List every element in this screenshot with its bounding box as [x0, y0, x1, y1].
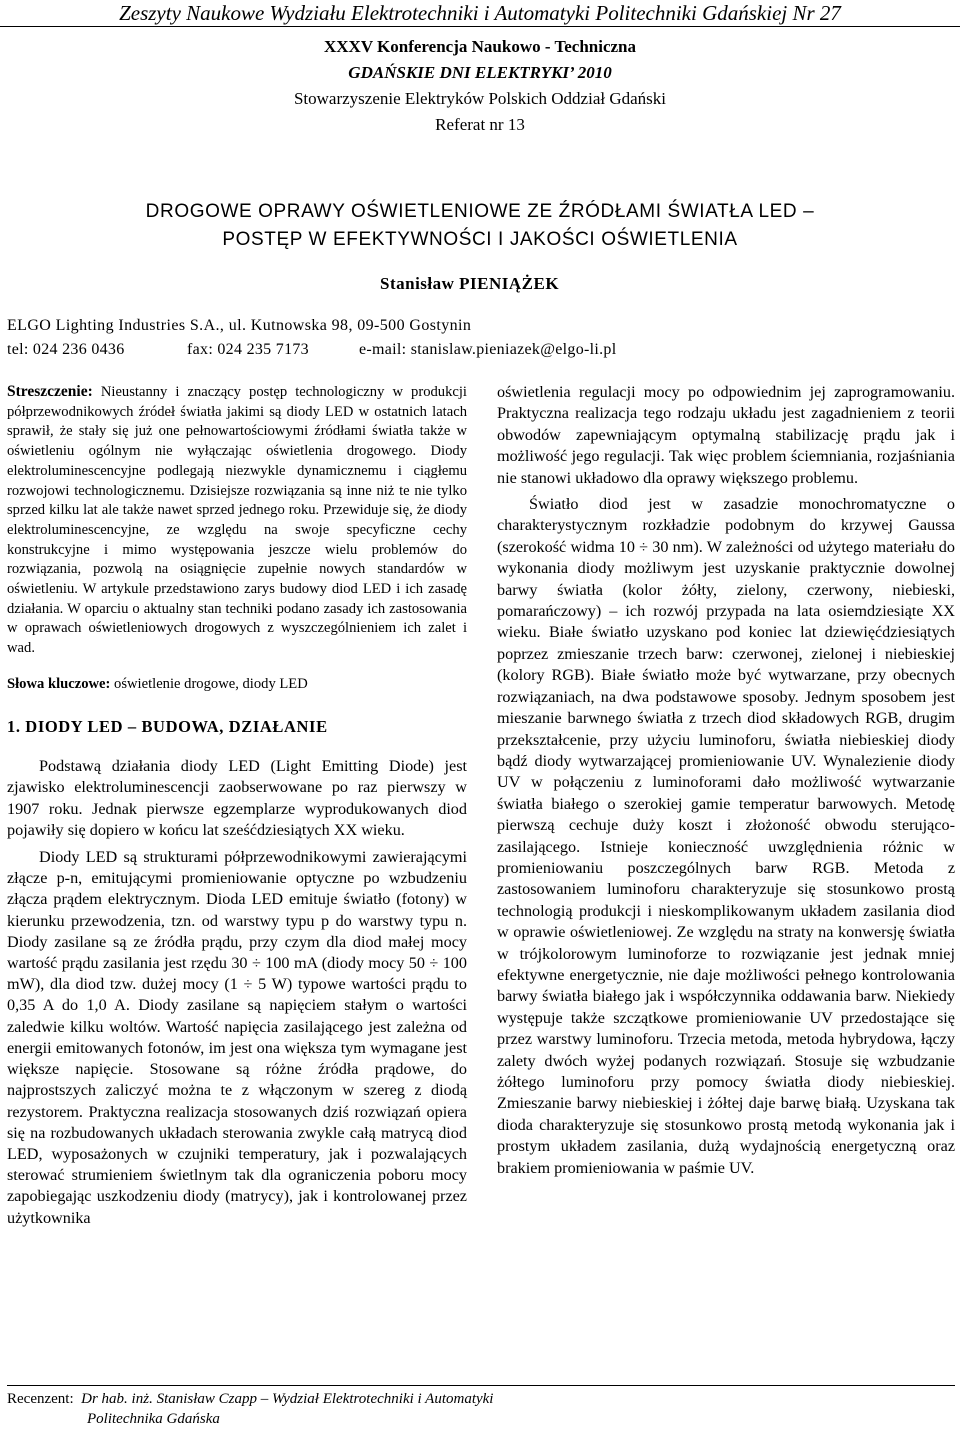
- paragraph: Diody LED są strukturami półprzewodnikowymi zawierającymi złącze p-n, emitującymi promieniowanie optyczne po wzbudzeniu złącza prądem elektrycznym. Dioda LED emituje światło (fotony) w kierunku przewodzenia, tzn. od warstwy typu p do warstwy typu n. Diody zasilane są ze źródła prądu, przy czym dla diod małej mocy wartość prądu zasilania jest rzędu 30 ÷ 100 mA (diody mocy 50 ÷ 100 mW), dla diod tzw. dużej mocy (1 ÷ 5 W) typowe wartości prądu to 0,35 A do 1,0 A. Diody zasilane są napięciem stałym o wartości zaledwie kilku woltów. Wartość napięcia zasilającego jest zależna od energii emitowanych fotonów, im jest ona większa tym wymagane jest większe napięcie. Stosowane są różne źródła prądowe, do najprostszych zaliczyć można te z włączonym w szereg z diodą rezystorem. Praktyczna realizacja stosowanych dziś rozwiązań opiera się na rozbudowanych układach sterowania zwykle całą matrycą diod LED, wyposażonych w czujniki temperatury, jak i pozwalających sterować strumieniem świetlnym tak dla ograniczenia poboru mocy zapobiegając uszkodzeniu diody (matrycy), jak i kontrolowanej przez użytkownika: [7, 848, 467, 1227]
- footer-rule: [7, 1385, 955, 1386]
- author-name: Stanisław PIENIĄŻEK: [380, 274, 560, 293]
- author-affiliation: ELGO Lighting Industries S.A., ul. Kutnowska 98, 09-500 Gostynin: [7, 317, 472, 334]
- paper-title-line-1: DROGOWE OPRAWY OŚWIETLENIOWE ZE ŹRÓDŁAMI ŚWIATŁA LED –: [145, 201, 815, 222]
- conference-block: [0, 34, 960, 138]
- right-column: [497, 382, 955, 1179]
- paragraph: oświetlenia regulacji mocy po odpowiednim jej zaprogramowaniu. Praktyczna realizacja tego rodzaju układu jest zagadnieniem z teorii obwodów zapewniającym optymalną stabilizację prądu jak i możliwość jego regulacji. Tak więc problem ściemniania, rozjaśniania nie stanowi układowo dla oprawy większego problemu.: [497, 383, 955, 487]
- reviewer-note: [7, 1389, 493, 1429]
- journal-header: Zeszyty Naukowe Wydziału Elektrotechniki i Automatyki Politechniki Gdańskiej Nr 27: [119, 1, 841, 25]
- keywords: [7, 674, 467, 695]
- report-number: Referat nr 13: [435, 115, 525, 134]
- keywords-label: Słowa kluczowe:: [7, 675, 111, 692]
- paper-title-line-2: POSTĘP W EFEKTYWNOŚCI I JAKOŚCI OŚWIETLENIA: [222, 229, 738, 250]
- fax-number: fax: 024 235 7173: [187, 341, 309, 358]
- reviewer-name: Dr hab. inż. Stanisław Czapp – Wydział Elektrotechniki i Automatyki: [81, 1391, 494, 1407]
- email-address: e-mail: stanislaw.pieniazek@elgo-li.pl: [359, 341, 617, 358]
- abstract-label: Streszczenie:: [7, 383, 93, 400]
- header-rule: [0, 26, 960, 27]
- association-name: Stowarzyszenie Elektryków Polskich Oddział Gdański: [293, 89, 667, 108]
- left-column: [7, 382, 467, 1229]
- reviewer-institution: Politechnika Gdańska: [87, 1411, 220, 1427]
- keywords-text: oświetlenie drogowe, diody LED: [114, 675, 308, 692]
- conference-title: XXXV Konferencja Naukowo - Techniczna: [324, 37, 636, 56]
- abstract-text: Nieustanny i znaczący postęp technologiczny w produkcji półprzewodnikowych źródeł światła jakimi są diody LED w ostatnich latach sprawił, że stały się już one pełnowartościowymi źródłami światła także w oświetleniu ogólnym nie wyłączając oświetlenia drogowego. Diody elektroluminescencyjne podlegają niezwykle dynamicznemu i ciągłemu rozwojowi technologicznemu. Dzisiejsze rozwiązania są inne niż te nie tylko sprzed kilku lat ale także nawet sprzed jednego roku. Przewiduje się, że diody elektroluminescencyjne, ze względu na swoje specyficzne cechy konstrukcyjne i mimo występowania jeszcze wielu problemów do rozwiązania, pozwolą na osiągnięcie zupełnie nowych standardów w oświetleniu. W artykule przedstawiono zarys budowy diod LED i ich zasadę działania. W oparciu o aktualny stan techniki podano zasady ich zastosowania w oprawach oświetleniowych drogowych z wyszczególnieniem ich zalet i wad.: [7, 384, 467, 657]
- paper-title: [0, 198, 960, 254]
- paragraph: Podstawą działania diody LED (Light Emitting Diode) jest zjawisko elektroluminescencji zaobserwowane po raz pierwszy w 1907 roku. Jednak pierwsze egzemplarze wyprodukowanych diod pojawiły się dopiero w końcu lat sześćdziesiątych XX wieku.: [7, 757, 467, 839]
- section-heading: 1. DIODY LED – BUDOWA, DZIAŁANIE: [7, 717, 328, 737]
- reviewer-label: Recenzent:: [7, 1391, 74, 1407]
- phone-number: tel: 024 236 0436: [7, 341, 125, 358]
- paragraph: Światło diod jest w zasadzie monochromatyczne o charakterystycznym rozkładzie podobnym do krzywej Gaussa (szerokość widma 10 ÷ 30 nm). W zależności od użytego materiału do wykonania diody możliwym jest uzyskanie praktycznie dowolnej barwy światła (kolor żółty, zielony, czerwony, niebieski, pomarańczowy) – ich rozwój przypada na lata osiemdziesiąte XX wieku. Białe światło uzyskano pod koniec lat dziewięćdziesiątych poprzez zmieszanie trzech barw: czerwonej, zielonej i niebieskiej (kolory RGB). Białe światło może być wytwarzane, przy obecnych rozwiązaniach, na dwa podstawowe sposoby. Jednym sposobem jest mieszanie barwnego światła z trzech diod składowych RGB, drugim przekształcenie, przy użyciu luminoforu, światła niebieskiej diody bądź diody wytwarzającej promieniowanie UV. Wynalezienie diody UV w połączeniu z luminoforami dało możliwość wytwarzanie światła białego o szerokiej gamie temperatur barwowych. Metodę pierwszą cechuje duży koszt i złożoność obwodu sterująco-zasilającego. Istnieje konieczność uwzględnienia różnic w promieniowaniu poszczególnych barw RGB. Metoda z zastosowaniem luminoforu charakteryzuje się stosunkowo prostą technologią produkcji i nieskomplikowanym układem zasilania diod w oprawie oświetleniowej. Ze względu na straty na konwersję światła w trójkolorowym luminoforze to rozwiązanie jest jednak mniej efektywne energetycznie, nie daje możliwości pełnego kontrolowania barwy światła białego jak i współczynnika oddawania barw. Niekiedy występuje także szczątkowe promieniowanie UV przedostające się przez warstwy luminoforu. Trzecia metoda, metoda hybrydowa, łączy zalety dwóch wyżej podanych rozwiązań. Stosuje się wzbudzanie żółtego luminoforu przy pomocy światła diody niebieskiej. Zmieszanie barwy niebieskiej i żółtej daje barwę białą. Uzyskana tak dioda charakteryzuje się stosunkowo prostą metodą wykonania jak i prostym układem zasilania, dużą wydajnością energetyczną oraz brakiem promieniowania w paśmie UV.: [497, 495, 955, 1177]
- abstract: [7, 382, 467, 659]
- conference-event: GDAŃSKIE DNI ELEKTRYKI’ 2010: [348, 63, 612, 82]
